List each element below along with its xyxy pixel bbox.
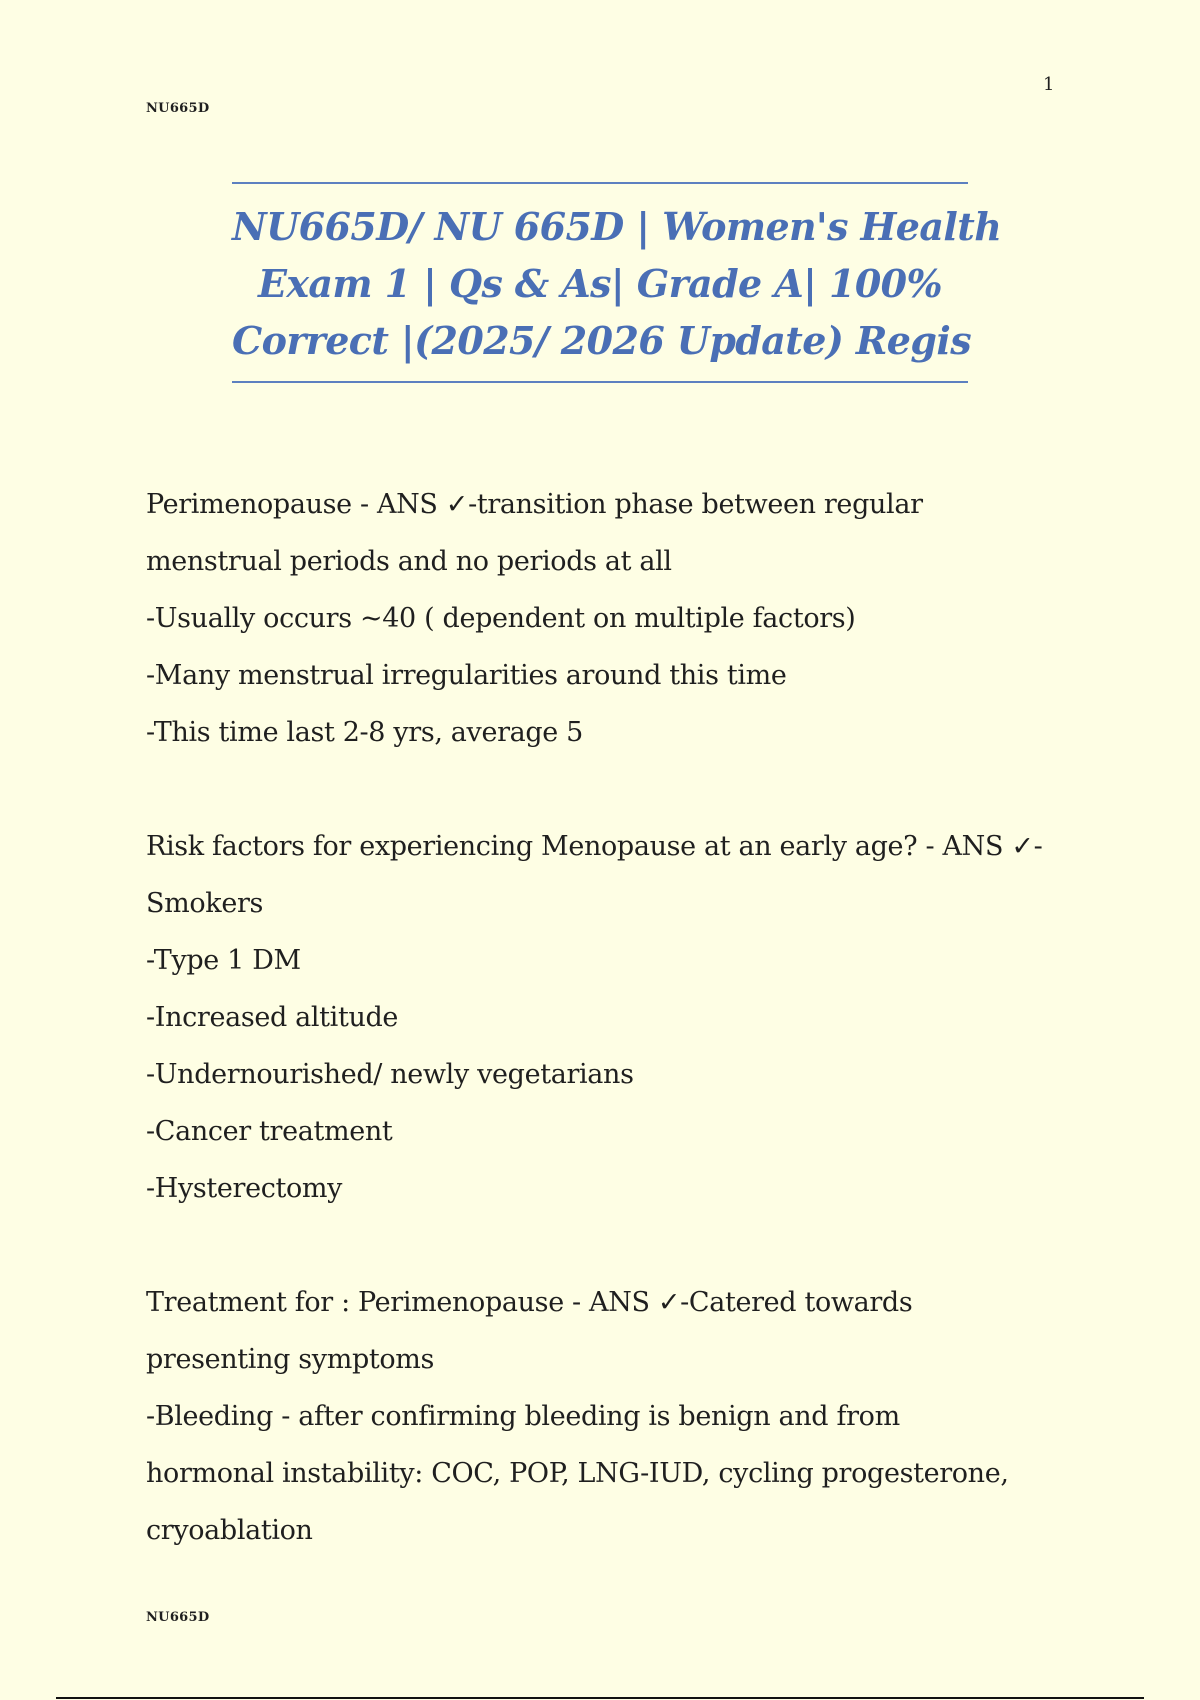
qa-perimenopause-treatment [146,1274,1076,1559]
qa-line: -Usually occurs ~40 ( dependent on multiple factors) [146,603,856,634]
title-line-2: Exam 1 | Qs & As| Grade A| 100% [257,261,943,306]
footer-course-code: NU665D [146,1610,210,1625]
qa-line: cryoablation [146,1515,313,1546]
qa-line: -Type 1 DM [146,945,301,976]
qa-line: -Cancer treatment [146,1116,393,1147]
qa-line: Perimenopause - ANS ✓-transition phase between regular [146,489,923,520]
qa-line: presenting symptoms [146,1344,435,1375]
qa-line: -Bleeding - after confirming bleeding is benign and from [146,1401,900,1432]
qa-line: menstrual periods and no periods at all [146,546,672,577]
qa-line: Treatment for : Perimenopause - ANS ✓-Catered towards [146,1287,913,1318]
title-line-1: NU665D/ NU 665D | Women's Health [232,204,1002,249]
qa-perimenopause [146,476,1076,761]
qa-early-menopause-risk [146,818,1076,1217]
qa-line: -This time last 2-8 yrs, average 5 [146,717,584,748]
qa-line: Risk factors for experiencing Menopause at an early age? - ANS ✓- [146,831,1043,862]
title-line-3: Correct |(2025/ 2026 Update) Regis [232,318,971,363]
qa-line: hormonal instability: COC, POP, LNG-IUD, cycling progesterone, [146,1458,1009,1489]
header-course-code: NU665D [146,101,210,116]
qa-content [146,476,1076,1559]
qa-line: Smokers [146,888,264,919]
document-title [232,182,1002,383]
page-number: 1 [1043,74,1055,95]
qa-line: -Undernourished/ newly vegetarians [146,1059,634,1090]
page-bottom-divider [56,1697,1144,1699]
qa-line: -Hysterectomy [146,1173,343,1204]
qa-line: -Many menstrual irregularities around this time [146,660,787,691]
qa-line: -Increased altitude [146,1002,399,1033]
